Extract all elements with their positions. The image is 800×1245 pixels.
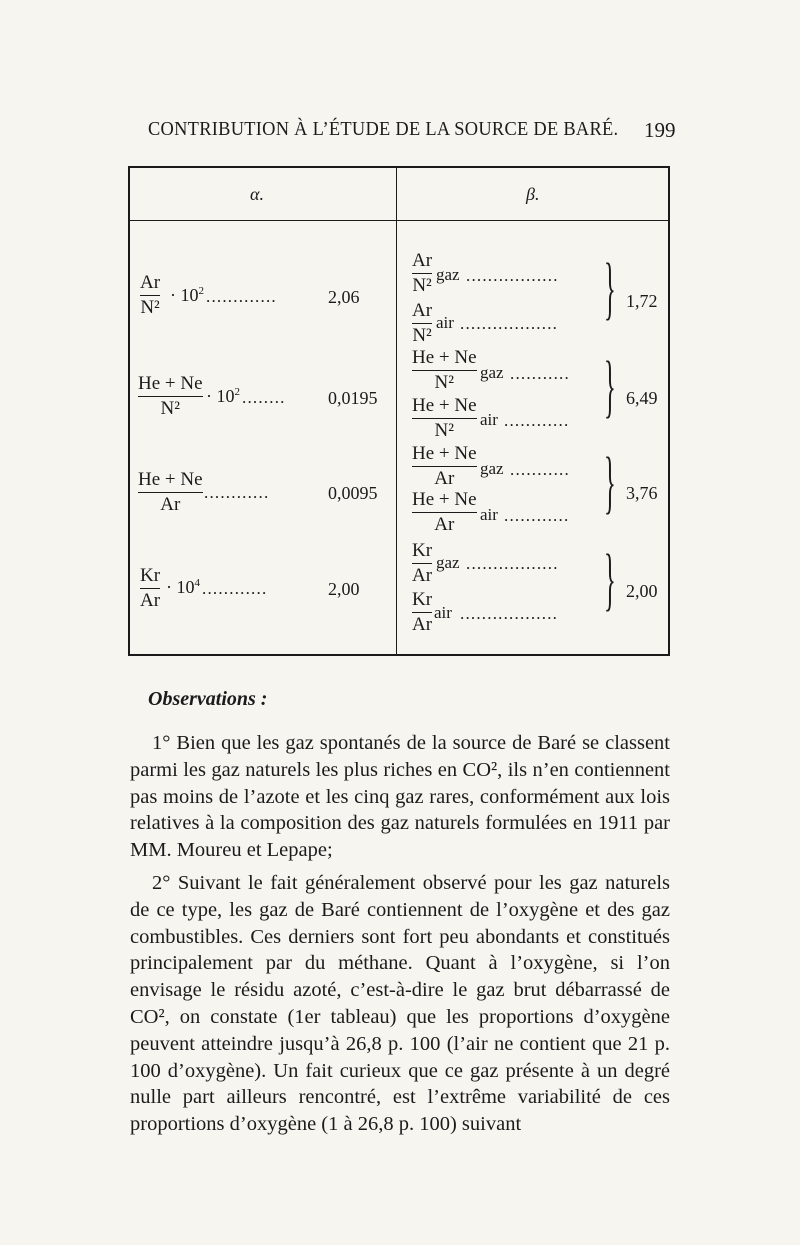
column-header-alpha: α.	[250, 184, 264, 204]
alpha-value: 0,0195	[328, 388, 378, 408]
beta-ratio-gaz: He + Ne N²	[412, 347, 477, 393]
right-brace: }	[604, 444, 616, 521]
leader-dots: .............	[206, 288, 277, 305]
right-brace: }	[604, 541, 616, 618]
leader-dots: ............	[504, 507, 570, 524]
ratio-table	[128, 166, 670, 656]
alpha-multiplier: · $10^4$	[166, 577, 200, 597]
air-label: air	[434, 603, 452, 622]
leader-dots: ............	[204, 484, 270, 501]
gaz-label: gaz	[480, 459, 504, 478]
beta-value: 3,76	[626, 483, 658, 503]
leader-dots: ..................	[460, 315, 559, 332]
leader-dots: .................	[466, 555, 559, 572]
leader-dots: ........	[242, 389, 286, 406]
beta-ratio-gaz: He + Ne Ar	[412, 443, 477, 489]
beta-ratio-gaz: Ar N²	[412, 250, 433, 296]
beta-value: 1,72	[626, 291, 658, 311]
beta-ratio-air: He + Ne N²	[412, 395, 477, 441]
alpha-multiplier: · $10^2$	[206, 386, 240, 406]
running-title: CONTRIBUTION À L’ÉTUDE DE LA SOURCE DE BARÉ.	[148, 118, 619, 140]
right-brace: }	[604, 250, 616, 327]
leader-dots: ...........	[510, 461, 570, 478]
alpha-ratio-ar-n2: Ar N²	[140, 272, 161, 318]
column-divider	[396, 168, 397, 654]
observations-heading: Observations :	[148, 688, 268, 710]
paragraph-2: 2° Suivant le fait généralement observé pour les gaz naturels de ce type, les gaz de Baré contiennent de l’oxygène et des gaz combustibles. Ces derniers sont fort peu abondants et constitués principalement par du méthane. Quant à l’oxygène, si l’on envisage le résidu azoté, c’est-à-dire le gaz brut débarrassé de CO², on constate (1er tableau) que les proportions d’oxygène peuvent atteindre jusqu’à 26,8 p. 100 (l’air ne contient que 21 p. 100 d’oxygène). Un fait curieux que ce gaz présente à un degré nulle part ailleurs rencontré, est l’extrême variabilité de ces proportions d’oxygène (1 à 26,8 p. 100) suivant	[130, 872, 670, 1136]
alpha-ratio-hene-ar: He + Ne Ar	[138, 469, 203, 515]
gaz-label: gaz	[436, 553, 460, 572]
air-label: air	[480, 410, 498, 429]
beta-ratio-air: Ar N²	[412, 300, 433, 346]
beta-value: 2,00	[626, 581, 658, 601]
paragraph-1: 1° Bien que les gaz spontanés de la source de Baré se classent parmi les gaz naturels les plus riches en CO², ils n’en contiennent pas moins de l’azote et les cinq gaz rares, conformément aux lois relatives à la composition des gaz naturels formulées en 1911 par MM. Moureu et Lepape;	[130, 732, 670, 862]
alpha-ratio-kr-ar: Kr Ar	[140, 565, 161, 611]
leader-dots: ............	[504, 412, 570, 429]
beta-value: 6,49	[626, 388, 658, 408]
alpha-ratio-hene-n2: He + Ne N²	[138, 373, 203, 419]
alpha-value: 2,00	[328, 579, 360, 599]
air-label: air	[480, 505, 498, 524]
page-number: 199	[644, 118, 676, 142]
air-label: air	[436, 313, 454, 332]
leader-dots: ............	[202, 580, 268, 597]
leader-dots: ...........	[510, 365, 570, 382]
beta-ratio-gaz: Kr Ar	[412, 540, 433, 586]
leader-dots: .................	[466, 267, 559, 284]
column-header-beta: β.	[526, 184, 540, 204]
leader-dots: ..................	[460, 605, 559, 622]
page-header	[0, 118, 800, 148]
right-brace: }	[604, 348, 616, 425]
alpha-value: 2,06	[328, 287, 360, 307]
alpha-value: 0,0095	[328, 483, 378, 503]
beta-ratio-air: He + Ne Ar	[412, 489, 477, 535]
header-rule	[130, 220, 668, 221]
alpha-multiplier: · $10^2$	[170, 285, 204, 305]
gaz-label: gaz	[480, 363, 504, 382]
beta-ratio-air: Kr Ar	[412, 589, 433, 635]
gaz-label: gaz	[436, 265, 460, 284]
